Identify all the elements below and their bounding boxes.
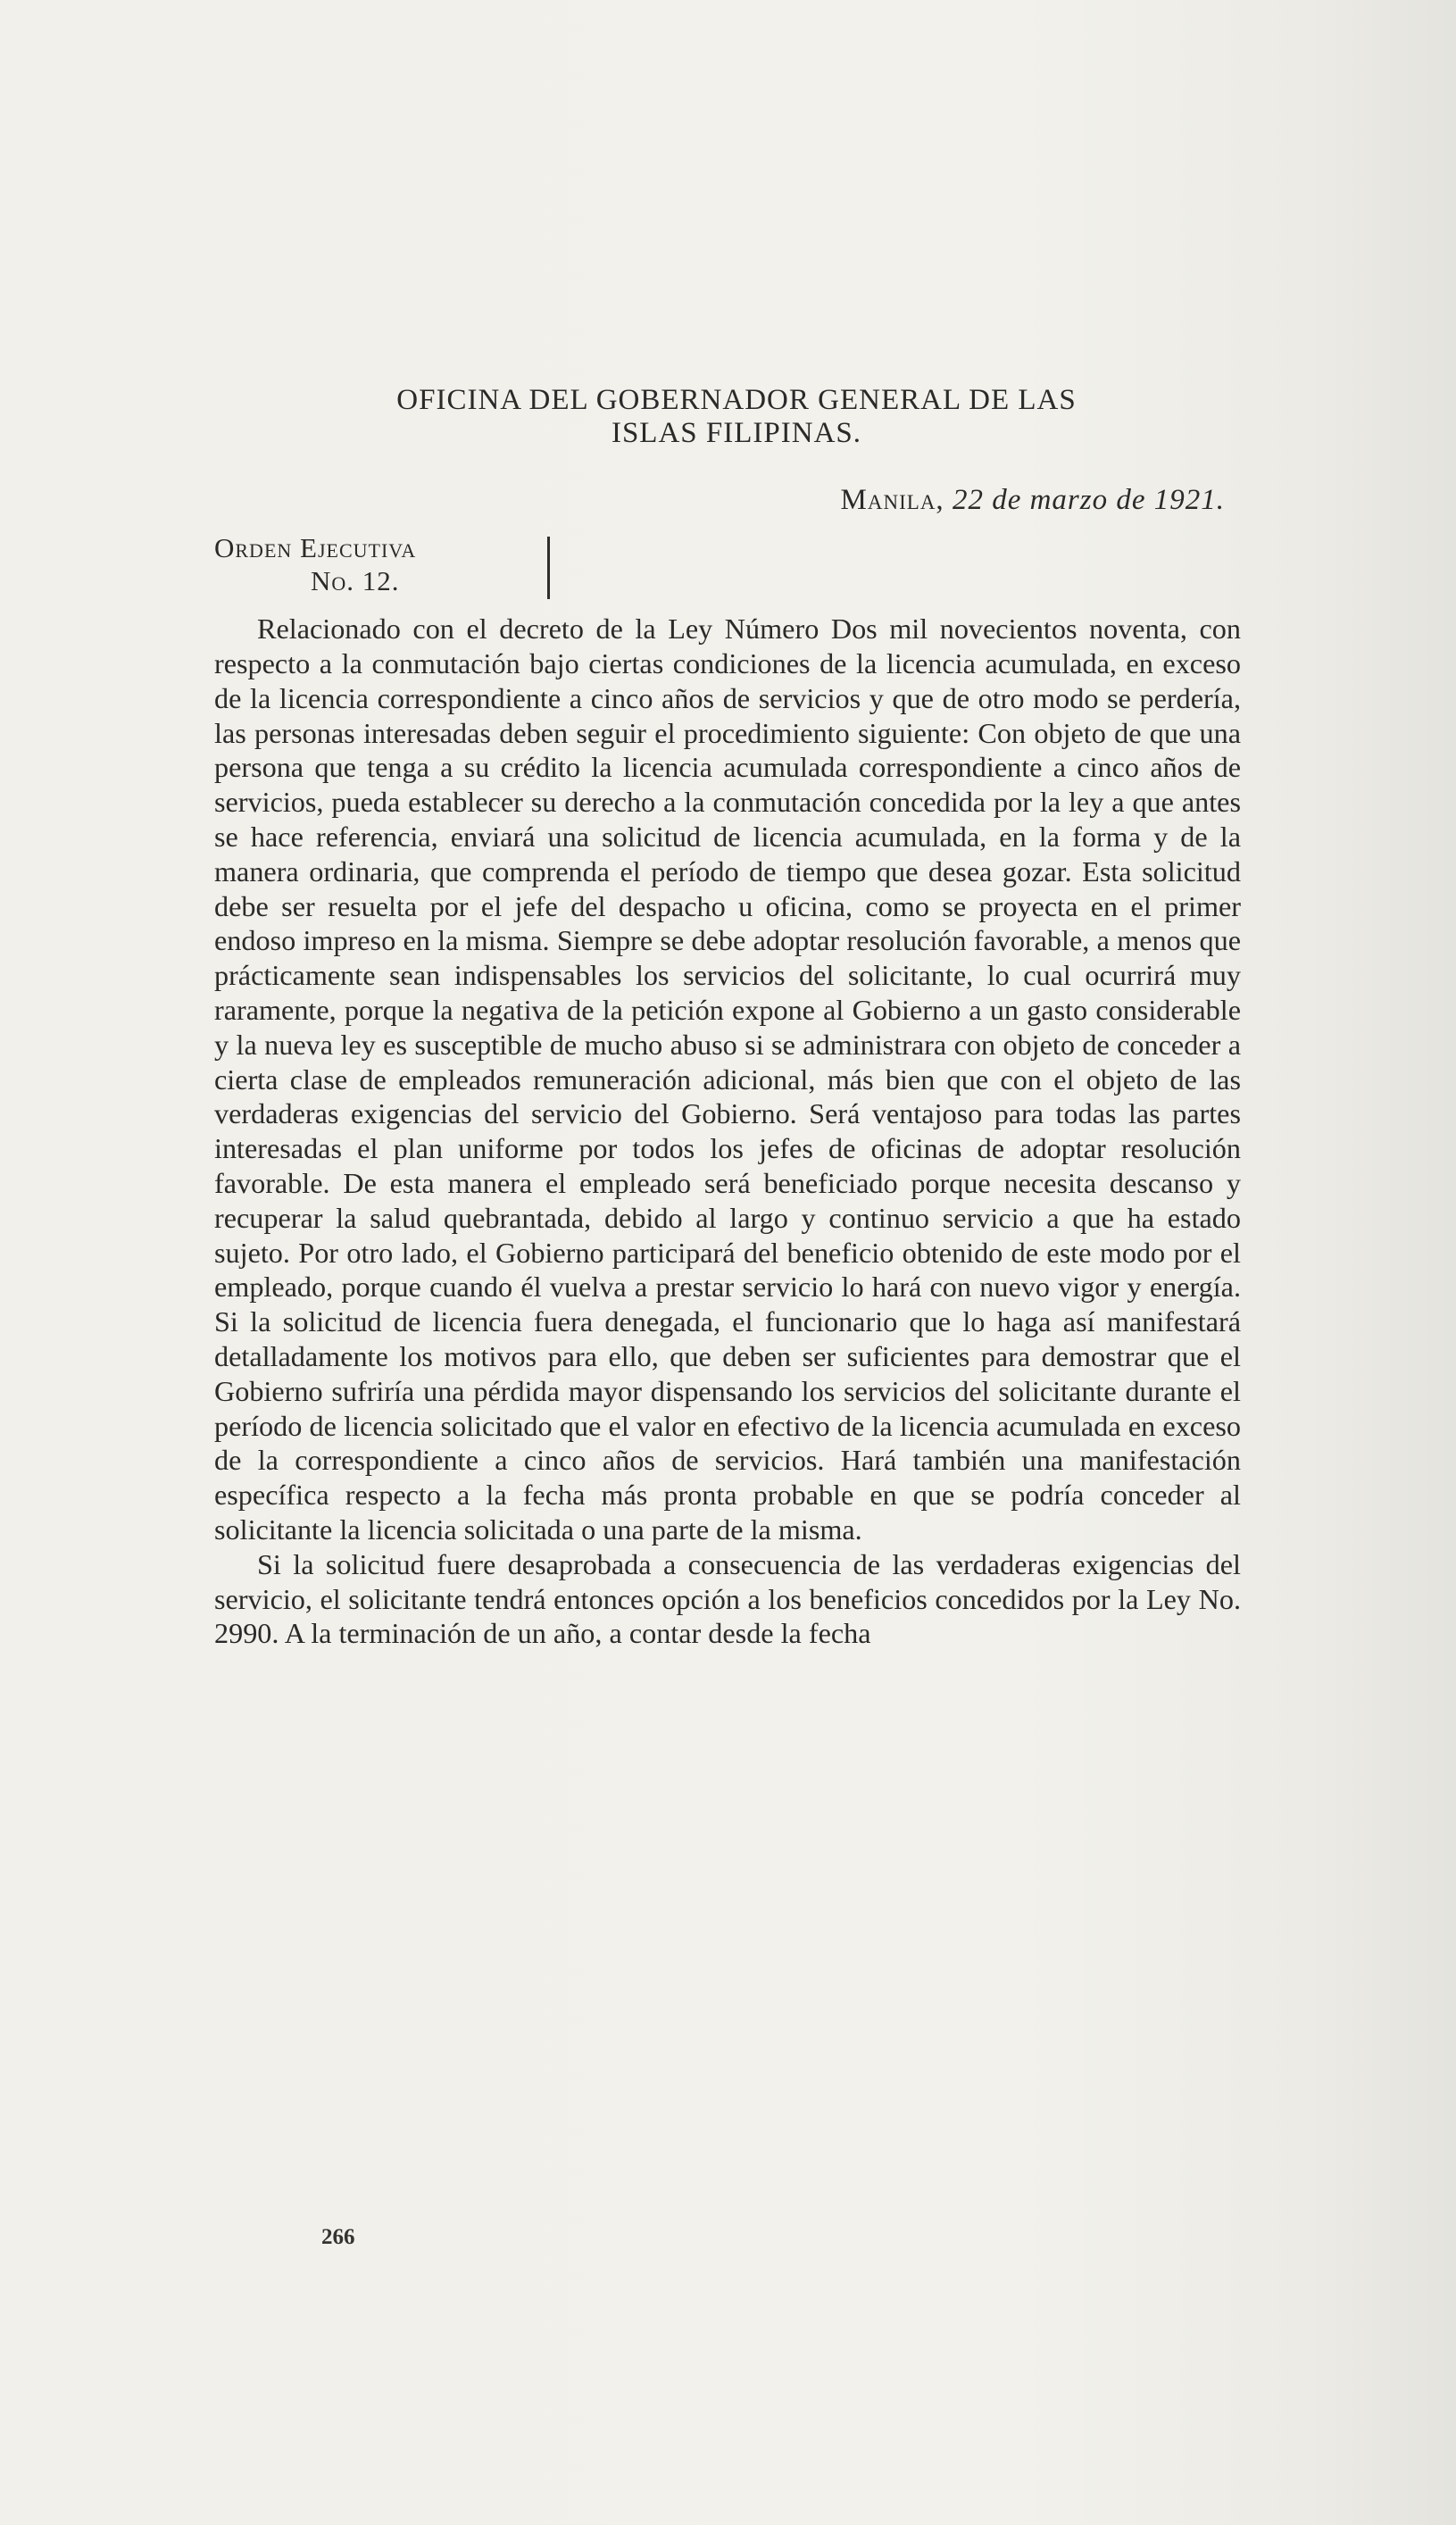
page-number: 266 [321, 2225, 355, 2249]
office-heading-line-2: ISLAS FILIPINAS. [611, 416, 862, 449]
dateline-date: 22 de marzo de 1921. [952, 483, 1225, 516]
order-label: Orden Ejecutiva [214, 531, 417, 563]
body-paragraph-2: Si la solicitud fuere desaprobada a consecuencia de las verdaderas exigencias del servicio, el solicitante tendrá entonces opción a los beneficios concedidos por la Ley No. 2990. A la terminación de un año, a contar desde la fecha [214, 1547, 1241, 1650]
body-paragraph-1: Relacionado con el decreto de la Ley Número Dos mil novecientos noventa, con respecto a la conmutación bajo ciertas condiciones de la licencia acumulada, en exceso de la licencia correspondiente a cinco años de servicios y que de otro modo se perdería, las personas interesadas deben seguir el procedimiento siguiente: Con objeto de que una persona que tenga a su crédito la licencia acumulada correspondiente a cinco años de servicios, pueda establecer su derecho a la conmutación concedida por la ley a que antes se hace referencia, enviará una solicitud de licencia acumulada, en la forma y de la manera ordinaria, que comprenda el período de tiempo que desea gozar. Esta solicitud debe ser resuelta por el jefe del despacho u oficina, como se proyecta en el primer endoso impreso en la misma. Siempre se debe adoptar resolución favorable, a menos que prácticamente sean indispensables los servicios del solicitante, lo cual ocurrirá muy raramente, porque la negativa de la petición expone al Gobierno a un gasto considerable y la nueva ley es susceptible de mucho abuso si se administrara con objeto de conceder a cierta clase de empleados remuneración adicional, más bien que con el objeto de las verdaderas exigencias del servicio del Gobierno. Será ventajoso para todas las partes interesadas el plan uniforme por todos los jefes de oficinas de adoptar resolución favorable. De esta manera el empleado será beneficiado porque necesita descanso y recuperar la salud quebrantada, debido al largo y continuo servicio a que ha estado sujeto. Por otro lado, el Gobierno participará del beneficio obtenido de este modo por el empleado, porque cuando él vuelva a prestar servicio lo hará con nuevo vigor y energía. Si la solicitud de licencia fuera denegada, el funcionario que lo haga así manifestará detalladamente los motivos para ello, que deben ser suficientes para demostrar que el Gobierno sufriría una pérdida mayor dispensando los servicios del solicitante durante el período de licencia solicitado que el valor en efectivo de la licencia acumulada en exceso de la correspondiente a cinco años de servicios. Hará también una manifestación específica respecto a la fecha más pronta probable en que se podría conceder al solicitante la licencia solicitada o una parte de la misma. [214, 612, 1241, 1546]
order-body [214, 612, 1241, 1651]
office-heading-line-1: OFICINA DEL GOBERNADOR GENERAL DE LAS [396, 384, 1077, 416]
order-number: No. 12. [311, 565, 400, 597]
dateline-city: Manila, [840, 483, 944, 516]
dateline [214, 484, 1241, 517]
office-heading [241, 384, 1232, 450]
order-heading [214, 531, 545, 597]
order-bracket [547, 537, 550, 599]
document-sheet [214, 384, 1241, 1651]
